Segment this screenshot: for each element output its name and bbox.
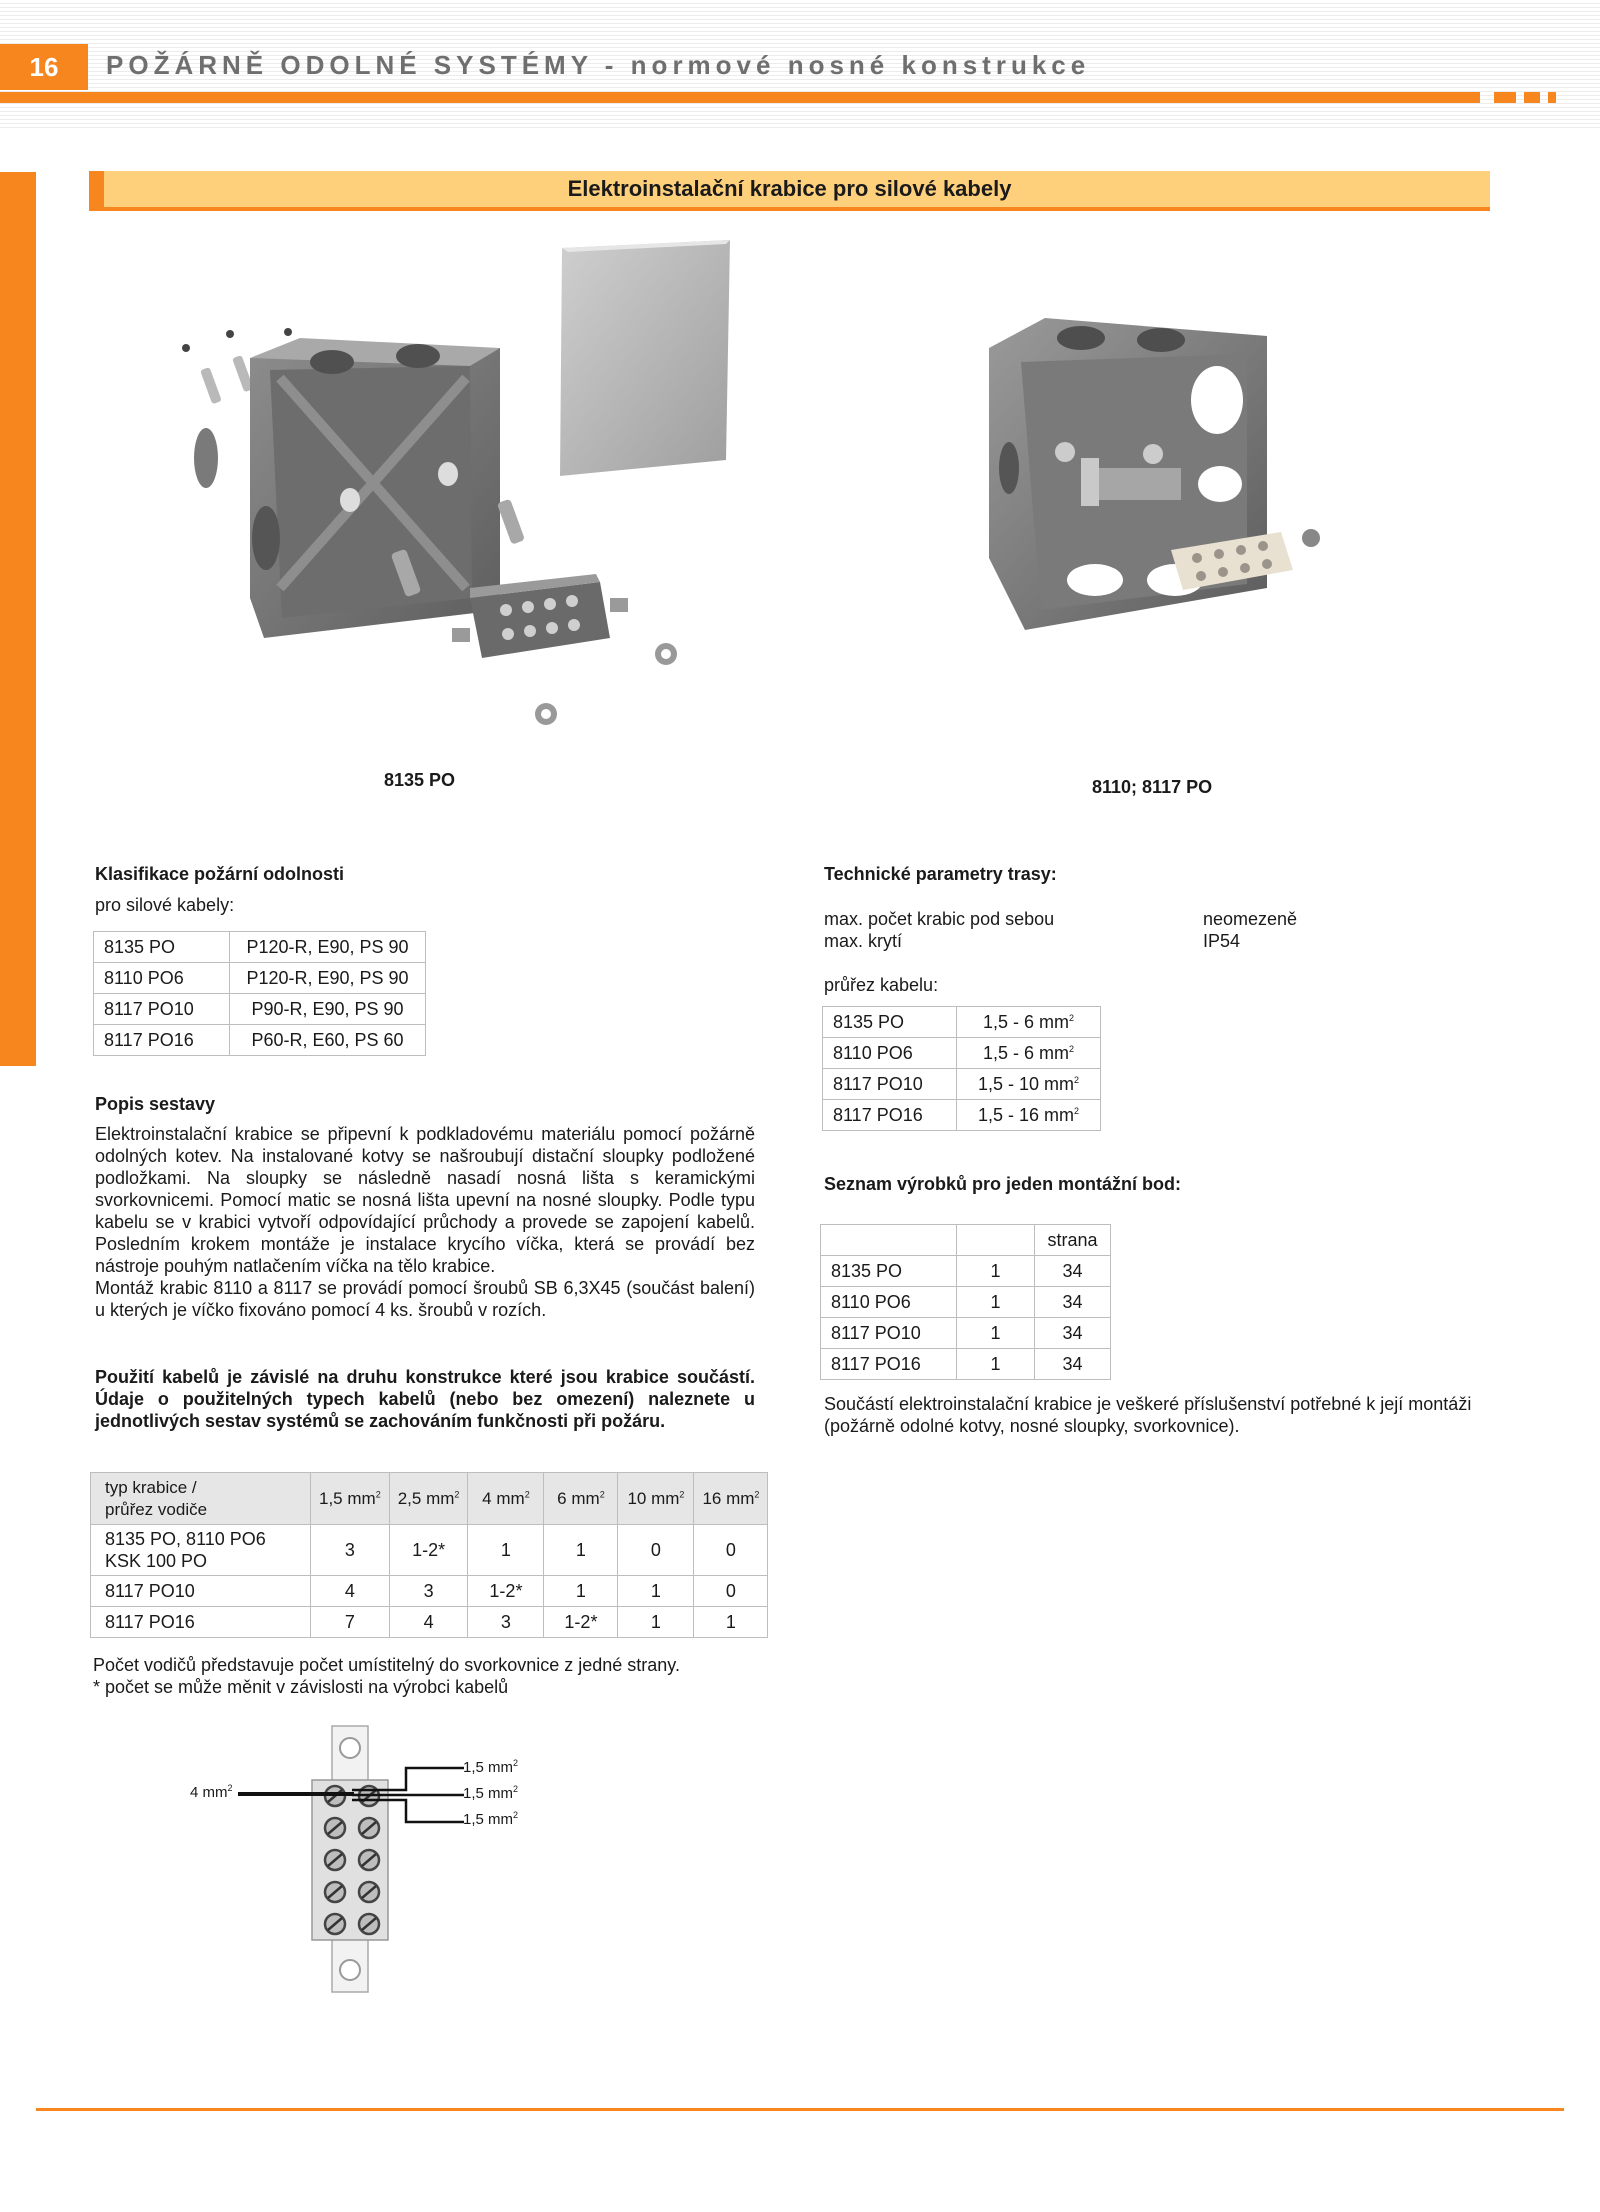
table-header-cell — [91, 1473, 311, 1525]
table-cell: 1 — [957, 1318, 1035, 1349]
cell-sup: 2 — [1074, 1105, 1080, 1116]
size-value: 1,5 — [319, 1488, 343, 1508]
size-unit: mm — [571, 1488, 600, 1508]
table-cell: P120-R, E90, PS 90 — [230, 963, 426, 994]
table-cell: 1 — [618, 1576, 694, 1607]
table-header-cell — [468, 1473, 544, 1525]
size-unit: mm — [651, 1488, 680, 1508]
cell-text: 1,5 - 10 mm — [977, 1073, 1074, 1094]
product-8110-8117-po-illustration — [985, 318, 1325, 640]
cable-usage-note: Použití kabelů je závislé na druhu konstrukce které jsou krabice součástí. Údaje o použitelných typech kabelů (nebo bez omezení) naleznete u jednotlivých sestav systémů se zachováním funkčnosti při požáru. — [95, 1367, 755, 1431]
table-header-cell — [821, 1225, 957, 1256]
assembly-text — [95, 1123, 755, 1321]
technical-heading: Technické parametry trasy: — [824, 864, 1057, 884]
table-cell — [957, 1038, 1101, 1069]
technical-param-label: max. krytí — [824, 931, 903, 951]
table-cell: 8117 PO16 — [91, 1607, 311, 1638]
table-cell: 8117 PO16 — [94, 1025, 230, 1056]
table-row — [823, 1069, 1101, 1100]
table-cell: 8135 PO — [823, 1007, 957, 1038]
size-unit-sup: 2 — [375, 1488, 381, 1499]
cell-sup: 2 — [1069, 1012, 1075, 1023]
banner-accent — [89, 171, 104, 211]
diagram-label-text: 1,5 mm — [463, 1811, 514, 1828]
size-unit-sup: 2 — [599, 1488, 605, 1499]
diagram-label-sup: 2 — [227, 1783, 233, 1793]
table-cell: 8110 PO6 — [821, 1287, 957, 1318]
table-header-cell — [957, 1225, 1035, 1256]
table-cell: 34 — [1035, 1256, 1111, 1287]
page-title: POŽÁRNĚ ODOLNÉ SYSTÉMY - normové nosné konstrukce — [106, 50, 1091, 80]
table-cell — [957, 1069, 1101, 1100]
table-row — [91, 1525, 768, 1576]
table-cell: 8117 PO10 — [94, 994, 230, 1025]
table-header-cell — [618, 1473, 694, 1525]
header-square — [1494, 92, 1516, 103]
table-cell: 3 — [311, 1525, 390, 1576]
table-cell: 1 — [694, 1607, 768, 1638]
diagram-label-text: 4 mm — [190, 1784, 228, 1801]
table-row — [94, 963, 426, 994]
table-row — [821, 1287, 1111, 1318]
size-value: 10 — [627, 1488, 647, 1508]
products-table — [820, 1224, 1111, 1380]
table-cell: 1 — [544, 1576, 618, 1607]
table-cell: 8117 PO10 — [91, 1576, 311, 1607]
table-header-row — [821, 1225, 1111, 1256]
products-heading: Seznam výrobků pro jeden montážní bod: — [824, 1174, 1182, 1194]
diagram-label-text: 1,5 mm — [463, 1785, 514, 1802]
size-unit-sup: 2 — [754, 1488, 760, 1499]
cell-sup: 2 — [1069, 1043, 1075, 1054]
table-row — [91, 1576, 768, 1607]
terminal-block-diagram — [236, 1724, 466, 1994]
assembly-paragraph-2: Montáž krabic 8110 a 8117 se provádí pomocí šroubů SB 6,3X45 (součást balení) u kterých je víčko fixováno pomocí 4 ks. šroubů v rozích. — [95, 1278, 755, 1320]
table-cell: 1 — [957, 1349, 1035, 1380]
table-cell: 3 — [389, 1576, 468, 1607]
table-row — [94, 1025, 426, 1056]
size-value: 4 — [482, 1488, 492, 1508]
banner-title: Elektroinstalační krabice pro silové kabely — [567, 176, 1012, 201]
table-cell: 4 — [311, 1576, 390, 1607]
classification-table — [93, 931, 426, 1056]
technical-param-value: neomezeně — [1203, 909, 1298, 929]
table-row — [823, 1007, 1101, 1038]
table-cell: 0 — [618, 1525, 694, 1576]
header-square — [1548, 92, 1556, 103]
table-cell: 1 — [957, 1256, 1035, 1287]
conductor-table — [90, 1472, 768, 1638]
size-value: 6 — [557, 1488, 567, 1508]
conductor-note-2: * počet se může měnit v závislosti na výrobci kabelů — [93, 1677, 509, 1697]
diagram-right-label — [463, 1785, 518, 1802]
side-accent-bar — [0, 172, 36, 1066]
table-row — [91, 1607, 768, 1638]
table-row — [823, 1038, 1101, 1069]
table-header-row — [91, 1473, 768, 1525]
diagram-left-label — [190, 1784, 233, 1801]
assembly-heading: Popis sestavy — [95, 1094, 216, 1114]
table-cell: 1 — [468, 1525, 544, 1576]
header-square — [1524, 92, 1540, 103]
conductor-note-1: Počet vodičů představuje počet umístitelný do svorkovnice z jedné strany. — [93, 1655, 680, 1675]
diagram-label-sup: 2 — [513, 1758, 519, 1768]
size-value: 16 — [702, 1488, 722, 1508]
table-cell: 1-2* — [389, 1525, 468, 1576]
figure-caption-right: 8110; 8117 PO — [1092, 777, 1213, 797]
table-cell: P120-R, E90, PS 90 — [230, 932, 426, 963]
size-unit: mm — [496, 1488, 525, 1508]
classification-subheading: pro silové kabely: — [95, 895, 235, 915]
table-cell: 8117 PO16 — [823, 1100, 957, 1131]
table-cell: 8110 PO6 — [94, 963, 230, 994]
cell-text: 1,5 - 6 mm — [982, 1011, 1069, 1032]
diagram-label-text: 1,5 mm — [463, 1759, 514, 1776]
table-row — [821, 1318, 1111, 1349]
diagram-label-sup: 2 — [513, 1810, 519, 1820]
table-cell: 34 — [1035, 1349, 1111, 1380]
table-cell: P60-R, E60, PS 60 — [230, 1025, 426, 1056]
cell-text: 1,5 - 6 mm — [982, 1042, 1069, 1063]
assembly-paragraph: Elektroinstalační krabice se připevní k podkladovému materiálu pomocí požárně odolných kotev. Na instalované kotvy se našroubují distační sloupky podložené podložkami. Na sloupky se následně nasadí nosná lišta s keramickými svorkovnicemi. Pomocí matic se nosná lišta upevní na nosné sloupky. Podle typu kabelu se v krabici vytvoří odpovídající průchody a provede se zapojení kabelů. Posledním krokem montáže je instalace krycího víčka, která se provádí bez nástroje pouhým natlačením víčka na tělo krabice. — [95, 1124, 755, 1276]
table-row — [821, 1256, 1111, 1287]
table-cell — [957, 1007, 1101, 1038]
table-row — [821, 1349, 1111, 1380]
table-cell: 0 — [694, 1525, 768, 1576]
technical-param-label: max. počet krabic pod sebou — [824, 909, 1055, 929]
table-cell: 8110 PO6 — [823, 1038, 957, 1069]
table-cell: 1 — [957, 1287, 1035, 1318]
table-header-cell — [544, 1473, 618, 1525]
table-cell: 8117 PO10 — [821, 1318, 957, 1349]
table-header-cell — [389, 1473, 468, 1525]
table-cell: 0 — [694, 1576, 768, 1607]
table-row — [94, 932, 426, 963]
table-cell — [91, 1525, 311, 1576]
table-cell: 1-2* — [544, 1607, 618, 1638]
table-row — [823, 1100, 1101, 1131]
size-unit: mm — [726, 1488, 755, 1508]
technical-param-value: IP54 — [1203, 931, 1241, 951]
table-cell: 8135 PO — [94, 932, 230, 963]
diagram-right-label — [463, 1759, 518, 1776]
table-cell — [957, 1100, 1101, 1131]
diagram-right-label — [463, 1811, 518, 1828]
table-cell: 1-2* — [468, 1576, 544, 1607]
diagram-label-sup: 2 — [513, 1784, 519, 1794]
cable-section-label: průřez kabelu: — [824, 975, 939, 995]
size-unit: mm — [347, 1488, 376, 1508]
classification-heading: Klasifikace požární odolnosti — [95, 864, 345, 884]
size-value: 2,5 — [397, 1488, 422, 1508]
row-label-1: 8135 PO, 8110 PO6 — [105, 1529, 266, 1549]
header-label-1: typ krabice / — [105, 1477, 197, 1497]
table-cell: 7 — [311, 1607, 390, 1638]
table-cell: 1 — [618, 1607, 694, 1638]
cell-text: 1,5 - 16 mm — [977, 1104, 1074, 1125]
table-cell: 8117 PO16 — [821, 1349, 957, 1380]
page-number: 16 — [0, 44, 88, 90]
table-cell: 34 — [1035, 1287, 1111, 1318]
products-note: Součástí elektroinstalační krabice je veškeré příslušenství potřebné k její montáži (požárně odolné kotvy, nosné sloupky, svorkovnice). — [824, 1394, 1472, 1436]
table-header-cell — [311, 1473, 390, 1525]
table-cell: 34 — [1035, 1318, 1111, 1349]
section-banner — [89, 171, 1490, 211]
cell-sup: 2 — [1074, 1074, 1080, 1085]
footer-line — [36, 2108, 1564, 2111]
table-header-cell: strana — [1035, 1225, 1111, 1256]
table-header-cell — [694, 1473, 768, 1525]
size-unit-sup: 2 — [524, 1488, 530, 1499]
size-unit-sup: 2 — [454, 1488, 460, 1499]
table-cell: P90-R, E90, PS 90 — [230, 994, 426, 1025]
row-label-2: KSK 100 PO — [105, 1551, 208, 1571]
size-unit-sup: 2 — [679, 1488, 685, 1499]
table-cell: 1 — [544, 1525, 618, 1576]
cable-section-table — [822, 1006, 1101, 1131]
table-row — [94, 994, 426, 1025]
size-unit: mm — [426, 1488, 455, 1508]
table-cell: 4 — [389, 1607, 468, 1638]
header-bar — [0, 92, 1480, 103]
table-cell: 3 — [468, 1607, 544, 1638]
table-cell: 8117 PO10 — [823, 1069, 957, 1100]
table-cell: 8135 PO — [821, 1256, 957, 1287]
product-8135-po-illustration — [170, 238, 730, 738]
header-label-2: průřez vodiče — [105, 1499, 208, 1519]
figure-caption-left: 8135 PO — [384, 770, 456, 790]
